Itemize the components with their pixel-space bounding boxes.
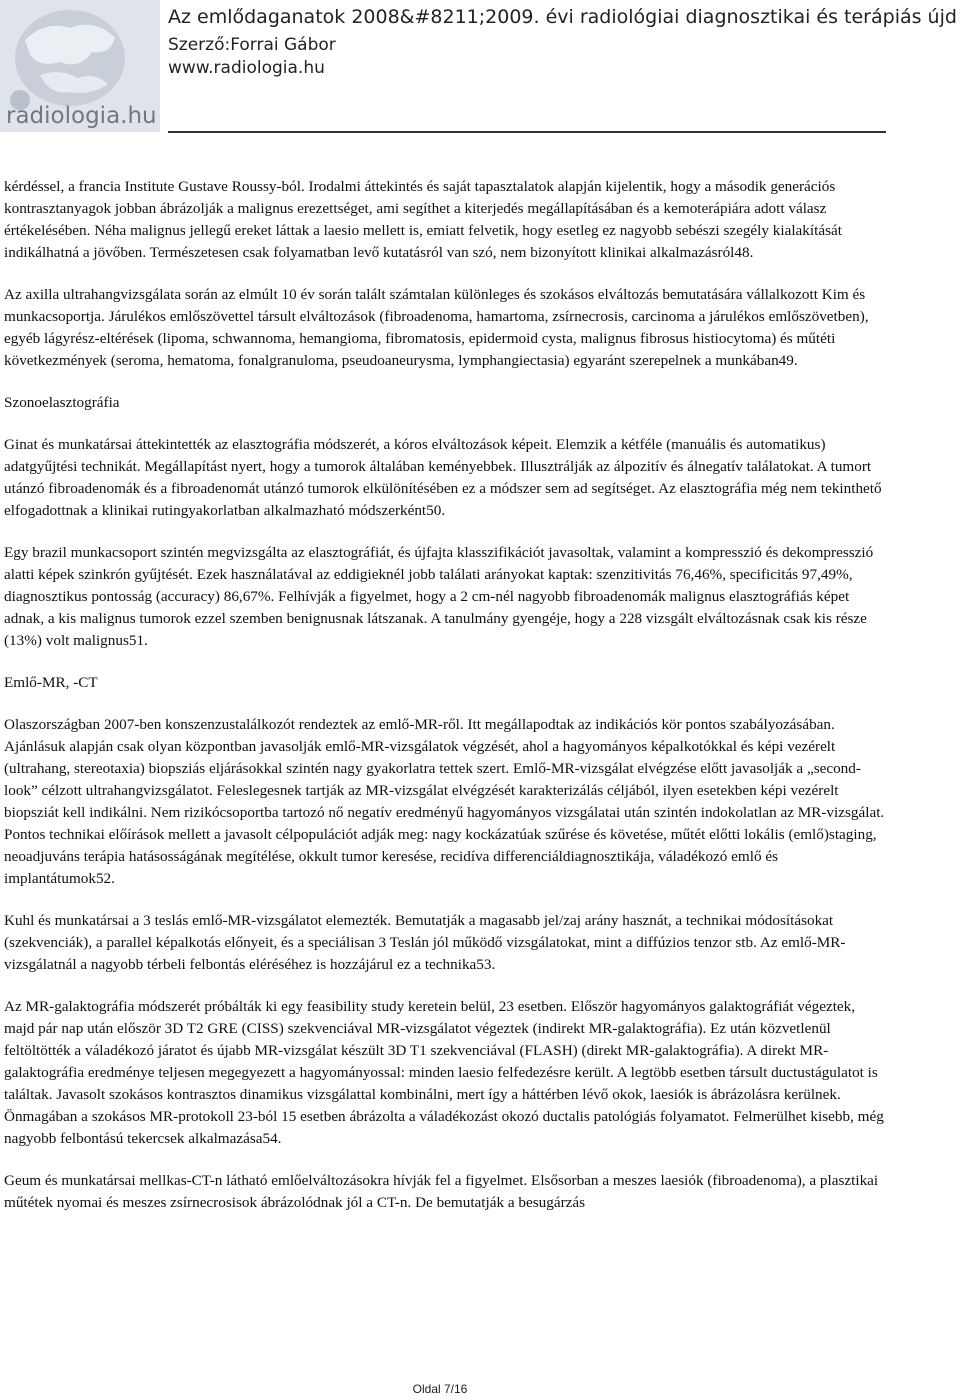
paragraph: Geum és munkatársai mellkas-CT-n látható emlőelváltozásokra hívják fel a figyelmet. Elsősorban a meszes laesiók (fibroadenoma), a plasztikai műtétek nyomai és meszes zsírnecrosisok ábrázolódnak jól a CT-n. De bemutatják a besugárzás: [4, 1172, 879, 1211]
paragraph: Az axilla ultrahangvizsgálata során az elmúlt 10 év során talált számtalan különleges és szokásos elváltozás bemutatására vállalkozott Kim és munkacsoportja. Járulékos emlőszövettel társult elváltozások (fibroadenoma, hamartoma, zsírnecrosis, carcinoma a járulékos emlőszövetben), egyéb lágyrész-eltérések (lipoma, schwannoma, hemangioma, fibromatosis, epidermoid cysta, malignus fibrosus histiocytoma) és műtéti következmények (seroma, hematoma, fonalgranuloma, pseudoaneurysma, lymphangiectasia) egyaránt szerepelnek a munkában49.: [4, 286, 869, 369]
svg-text:radiologia.hu: radiologia.hu: [6, 103, 157, 129]
paragraph: Ginat és munkatársai áttekintették az elasztográfia módszerét, a kóros elváltozások képeit. Elemzik a kétféle (manuális és automatikus) adatgyűjtési technikát. Megállapítást nyert, hogy a tumorok általában keményebbek. Illusztrálják az álpozitív és álnegatív találatokat. A tumort utánzó fibroadenomák és a fibroadenomát utánzó tumorok elkülönítésében ez a módszer sem ad segítséget. Az elasztográfia még nem tekinthető elfogadottnak a klinikai rutingyakorlatban alkalmazható módszerként50.: [4, 436, 882, 519]
paragraph: kérdéssel, a francia Institute Gustave Roussy-ból. Irodalmi áttekintés és saját tapasztalatok alapján kijelentik, hogy a második generációs kontrasztanyagok jobban ábrázolják a malignus erezettséget, ami segíthet a kiterjedés megállapításában és a kemoterápiára adott válasz értékelésében. Néha malignus jellegű ereket láttak a laesio mellett is, emiatt felvetik, hogy esetleg ez nagyobb sebészi szegély kialakítását indikálhatná a jövőben. Természetesen csak folyamatban levő kutatásról van szó, nem bizonyított klinikai alkalmazásról48.: [4, 178, 842, 261]
paragraph: Olaszországban 2007-ben konszenzustalálkozót rendeztek az emlő-MR-ről. Itt megállapodtak az indikációs kör pontos szabályozásában. Ajánlásuk alapján csak olyan központban javasolják emlő-MR-vizsgálatok végzését, ahol a hagyományos képalkotókkal és képi vezérelt (ultrahang, stereotaxia) biopsziás eljárásokkal szintén nagy gyakorlatra tettek szert. Emlő-MR-vizsgálat elvégzése előtt javasolják a „second-look” célzott ultrahangvizsgálatot. Feleslegesnek tartják az MR-vizsgálat elvégzését karakterizálás céljából, ilyen esetekben képi vezérelt biopsziát kell indikálni. Nem rizikócsoportba tartozó nő negatív eredményű hagyományos vizsgálatai után szintén indokolatlan az MR-vizsgálat. Pontos technikai előírások mellett a javasolt célpopulációt adják meg: nagy kockázatúak szűrése és követése, műtét előtti lokális (emlő)staging, neoadjuváns terápia hatásosságának megítélése, okkult tumor keresése, recidíva differenciáldiagnosztikája, váladékozó emlő és implantátumok52.: [4, 716, 885, 887]
radiologia-logo: [0, 0, 160, 132]
section-heading: Szonoelasztográfia: [4, 394, 120, 411]
paragraph: Kuhl és munkatársai a 3 teslás emlő-MR-vizsgálatot elemezték. Bemutatják a magasabb jel/zaj arány hasznát, a technikai módosításokat (szekvenciák), a parallel képalkotás előnyeit, és a speciálisan 3 Teslán jól működő vizsgálatokat, mint a diffúzios tenzor stb. Az emlő-MR-vizsgálatnál a nagyobb térbeli felbontás eléréséhez is hozzájárul ez a technika53.: [4, 912, 846, 973]
article-body: [4, 176, 888, 1234]
page-number: Oldal 7/16: [412, 1382, 468, 1396]
header-rule: [168, 131, 886, 133]
paragraph: Az MR-galaktográfia módszerét próbálták ki egy feasibility study keretein belül, 23 esetben. Először hagyományos galaktográfiát végeztek, majd pár nap után először 3D T2 GRE (CISS) szekvenciával MR-vizsgálatot végeztek (indirekt MR-galaktográfia). Ez után közvetlenül feltöltötték a váladékozó járatot és újabb MR-vizsgálat készült 3D T1 szekvenciával (FLASH) (direkt MR-galaktográfia). A direkt MR-galaktográfia eredménye teljesen megegyezett a hagyományossal: minden laesio felfedezésre került. A legtöbb esetben társult ductustágulatot is találtak. Javasolt szokásos kontrasztos dinamikus vizsgálattal kombinálni, mert így a háttérben lévő okok, laesiók is ábrázolásra kerülnek. Önmagában a szokásos MR-protokoll 23-ból 15 esetben ábrázolta a váladékozást okozó ductalis patológiás folyamatot. Felmerülhet kisebb, még nagyobb felbontású tekercsek alkalmazása54.: [4, 998, 884, 1147]
paragraph: Egy brazil munkacsoport szintén megvizsgálta az elasztográfiát, és újfajta klasszifikációt javasoltak, valamint a kompresszió és dekompresszió alatti képek szinkrón gyűjtését. Ezek használatával az eddigieknél jobb találati arányokat kaptak: szenzitivitás 76,46%, specificitás 97,49%, diagnosztikus pontosság (accuracy) 86,67%. Felhívják a figyelmet, hogy a 2 cm-nél nagyobb fibroadenomák malignus elasztográfiás képet adnak, a kis malignus tumorok ezzel szemben benignusnak látszanak. A tanulmány gyengéje, hogy a 228 vizsgált elváltozásnak csak kis része (13%) volt malignus51.: [4, 544, 874, 649]
page-header: [0, 0, 960, 135]
section-heading: Emlő-MR, -CT: [4, 674, 98, 691]
document-title: Az emlődaganatok 2008&#8211;2009. évi radiológiai diagnosztikai és terápiás újd: [168, 6, 957, 28]
author-line: Szerző:Forrai Gábor: [168, 35, 336, 55]
site-url[interactable]: www.radiologia.hu: [168, 58, 325, 78]
